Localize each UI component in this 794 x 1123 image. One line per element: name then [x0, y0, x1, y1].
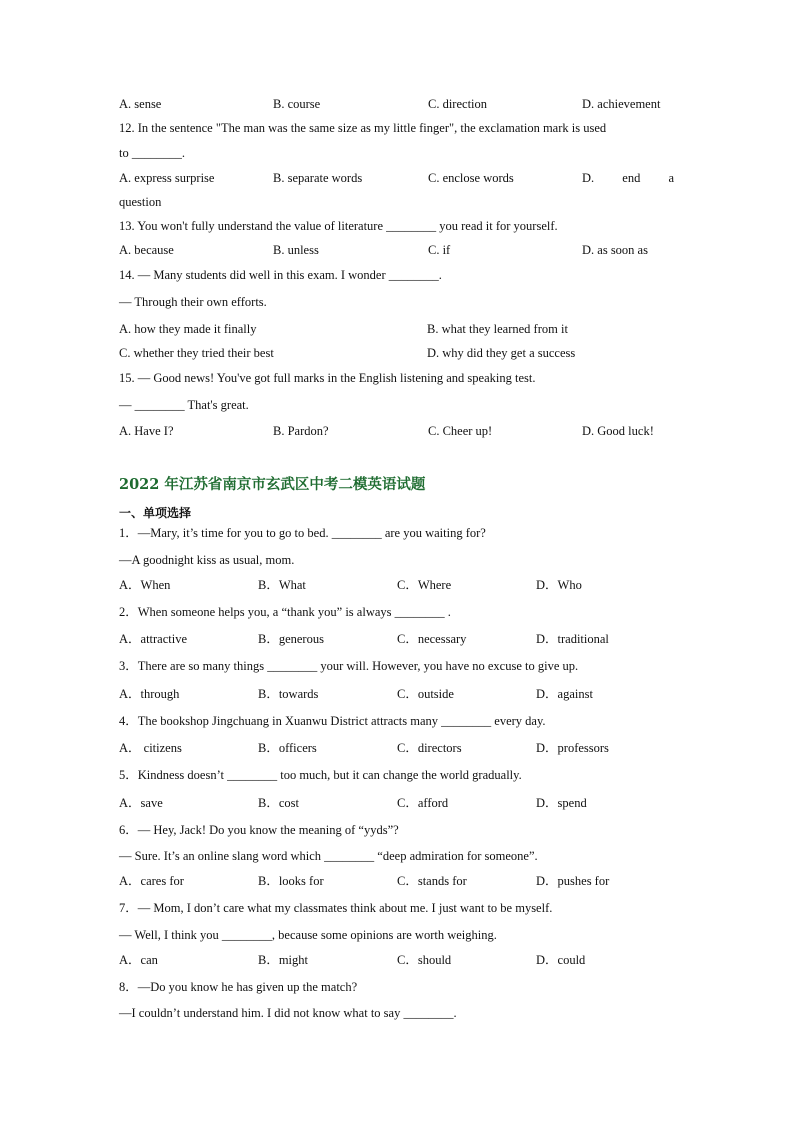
- p2-q3-stem: 3．There are so many things ________ your will. However, you have no excuse to give up.: [119, 659, 579, 673]
- q15-stem-line2: — ________ That's great.: [119, 398, 249, 412]
- p2-q4-option-d: D．professors: [536, 741, 609, 755]
- p2-q6-option-b: B．looks for: [258, 874, 324, 888]
- p2-q7-stem-line1: 7．— Mom, I don’t care what my classmates think about me. I just want to be myself.: [119, 901, 553, 915]
- q14-option-c: C. whether they tried their best: [119, 346, 274, 360]
- p2-q5-option-b: B．cost: [258, 796, 299, 810]
- q12-stem-line1: 12. In the sentence "The man was the same size as my little finger", the exclamation mark is used: [119, 121, 607, 135]
- p2-q5-option-d: D．spend: [536, 796, 587, 810]
- q12-option-d-word2: a: [668, 171, 674, 185]
- q13-option-b: B. unless: [273, 243, 319, 257]
- q13-option-d: D. as soon as: [582, 243, 648, 257]
- q12-option-d-continued: question: [119, 195, 162, 209]
- p2-q6-option-a: A．cares for: [119, 874, 184, 888]
- q12-option-a: A. express surprise: [119, 171, 215, 185]
- q13-stem: 13. You won't fully understand the value of literature ________ you read it for yourself.: [119, 219, 558, 233]
- q12-stem-line2: to ________.: [119, 146, 185, 160]
- q14-option-a: A. how they made it finally: [119, 322, 257, 336]
- p2-q4-option-b: B．officers: [258, 741, 317, 755]
- p2-q3-option-b: B．towards: [258, 687, 319, 701]
- p2-q3-option-a: A．through: [119, 687, 180, 701]
- p2-q5-option-a: A．save: [119, 796, 163, 810]
- q11-option-b: B. course: [273, 97, 321, 111]
- q15-option-b: B. Pardon?: [273, 424, 329, 438]
- p2-q1-option-c: C．Where: [397, 578, 452, 592]
- p2-q1-stem-line1: 1．—Mary, it’s time for you to go to bed. ________ are you waiting for?: [119, 526, 486, 540]
- p2-q8-stem-line2: —I couldn’t understand him. I did not know what to say ________.: [119, 1006, 457, 1020]
- p2-q2-option-d: D．traditional: [536, 632, 609, 646]
- q13-option-a: A. because: [119, 243, 174, 257]
- p2-q3-option-c: C．outside: [397, 687, 454, 701]
- q15-option-c: C. Cheer up!: [428, 424, 493, 438]
- p2-q6-option-c: C．stands for: [397, 874, 467, 888]
- q14-option-d: D. why did they get a success: [427, 346, 576, 360]
- p2-q3-option-d: D．against: [536, 687, 593, 701]
- p2-q2-stem: 2．When someone helps you, a “thank you” is always ________ .: [119, 605, 451, 619]
- exam-title: 2022 年江苏省南京市玄武区中考二模英语试题: [119, 476, 426, 493]
- p2-q7-option-a: A．can: [119, 953, 158, 967]
- p2-q2-option-b: B．generous: [258, 632, 324, 646]
- q11-option-c: C. direction: [428, 97, 488, 111]
- p2-q4-option-a: A． citizens: [119, 741, 182, 755]
- p2-q8-stem-line1: 8．—Do you know he has given up the match?: [119, 980, 358, 994]
- p2-q7-stem-line2: — Well, I think you ________, because some opinions are worth weighing.: [119, 928, 497, 942]
- p2-q7-option-d: D．could: [536, 953, 586, 967]
- section-heading: 一、单项选择: [119, 506, 192, 520]
- p2-q5-stem: 5．Kindness doesn’t ________ too much, but it can change the world gradually.: [119, 768, 522, 782]
- q14-stem-line1: 14. — Many students did well in this exam. I wonder ________.: [119, 268, 442, 282]
- q15-option-d: D. Good luck!: [582, 424, 654, 438]
- q14-option-b: B. what they learned from it: [427, 322, 568, 336]
- q12-option-d-word1: end: [622, 171, 641, 185]
- q11-option-a: A. sense: [119, 97, 162, 111]
- p2-q7-option-b: B．might: [258, 953, 309, 967]
- p2-q1-option-d: D．Who: [536, 578, 582, 592]
- q12-option-d: [582, 170, 674, 186]
- p2-q4-option-c: C．directors: [397, 741, 462, 755]
- p2-q1-option-a: A．When: [119, 578, 171, 592]
- q15-stem-line1: 15. — Good news! You've got full marks in the English listening and speaking test.: [119, 371, 536, 385]
- p2-q1-stem-line2: —A goodnight kiss as usual, mom.: [119, 553, 295, 567]
- p2-q7-option-c: C．should: [397, 953, 452, 967]
- p2-q4-stem: 4．The bookshop Jingchuang in Xuanwu District attracts many ________ every day.: [119, 714, 546, 728]
- q14-stem-line2: — Through their own efforts.: [119, 295, 267, 309]
- q12-option-b: B. separate words: [273, 171, 363, 185]
- p2-q2-option-a: A．attractive: [119, 632, 188, 646]
- q15-option-a: A. Have I?: [119, 424, 174, 438]
- p2-q6-stem-line1: 6．— Hey, Jack! Do you know the meaning of “yyds”?: [119, 823, 399, 837]
- p2-q6-stem-line2: — Sure. It’s an online slang word which ________ “deep admiration for someone”.: [119, 849, 538, 863]
- p2-q2-option-c: C．necessary: [397, 632, 467, 646]
- q12-option-d-letter: D.: [582, 171, 595, 185]
- q13-option-c: C. if: [428, 243, 451, 257]
- p2-q5-option-c: C．afford: [397, 796, 449, 810]
- q12-option-c: C. enclose words: [428, 171, 514, 185]
- q11-option-d: D. achievement: [582, 97, 661, 111]
- p2-q6-option-d: D．pushes for: [536, 874, 610, 888]
- p2-q1-option-b: B．What: [258, 578, 306, 592]
